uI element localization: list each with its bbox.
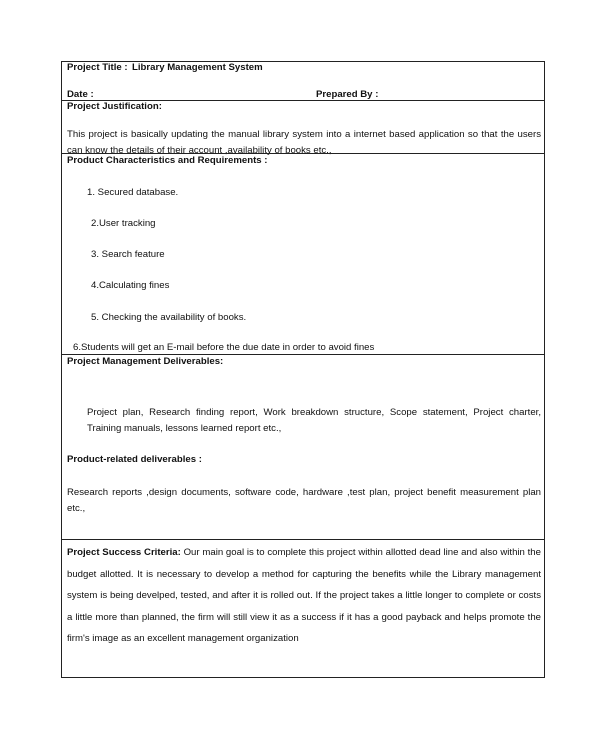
product-deliverables-heading: Product-related deliverables : [67, 454, 202, 465]
justification-text: This project is basically updating the manual library system into a internet based application so that the users can know the details of their account ,availability of books etc., [67, 129, 541, 156]
date-label: Date : [67, 89, 94, 100]
requirement-item: 2.User tracking [91, 218, 156, 229]
characteristics-heading: Product Characteristics and Requirements : [67, 155, 268, 166]
prepared-by-label: Prepared By : [316, 89, 379, 100]
requirement-item: 5. Checking the availability of books. [91, 312, 247, 323]
justification-heading: Project Justification: [67, 101, 162, 112]
requirement-item: 1. Secured database. [87, 187, 179, 198]
requirement-item: 3. Search feature [91, 249, 165, 260]
success-paragraph [67, 542, 541, 650]
deliverables-text: Project plan, Research finding report, Work breakdown structure, Scope statement, Project charter, Training manuals, lessons learned report etc., [87, 407, 541, 434]
deliverables-heading: Project Management Deliverables: [67, 356, 224, 367]
project-title-value: Library Management System [132, 62, 263, 73]
success-heading: Project Success Criteria: [67, 547, 181, 558]
success-text: Our main goal is to complete this project within allotted dead line and also within the budget allotted. It is necessary to develop a method for capturing the benefits while the Library management system is being develped, tested, and after it is rolled out. If the project takes a little longer to complete or costs a little more than planned, the firm will still view it as a success if it has a good payback and helps promote the firm's image as an excellent management organization [67, 547, 541, 644]
project-title-label: Project Title : [67, 62, 128, 73]
product-deliverables-text: Research reports ,design documents, software code, hardware ,test plan, project benefit measurement plan etc., [67, 487, 541, 514]
requirement-item: 6.Students will get an E-mail before the due date in order to avoid fines [73, 342, 375, 353]
requirement-item: 4.Calculating fines [91, 280, 170, 291]
